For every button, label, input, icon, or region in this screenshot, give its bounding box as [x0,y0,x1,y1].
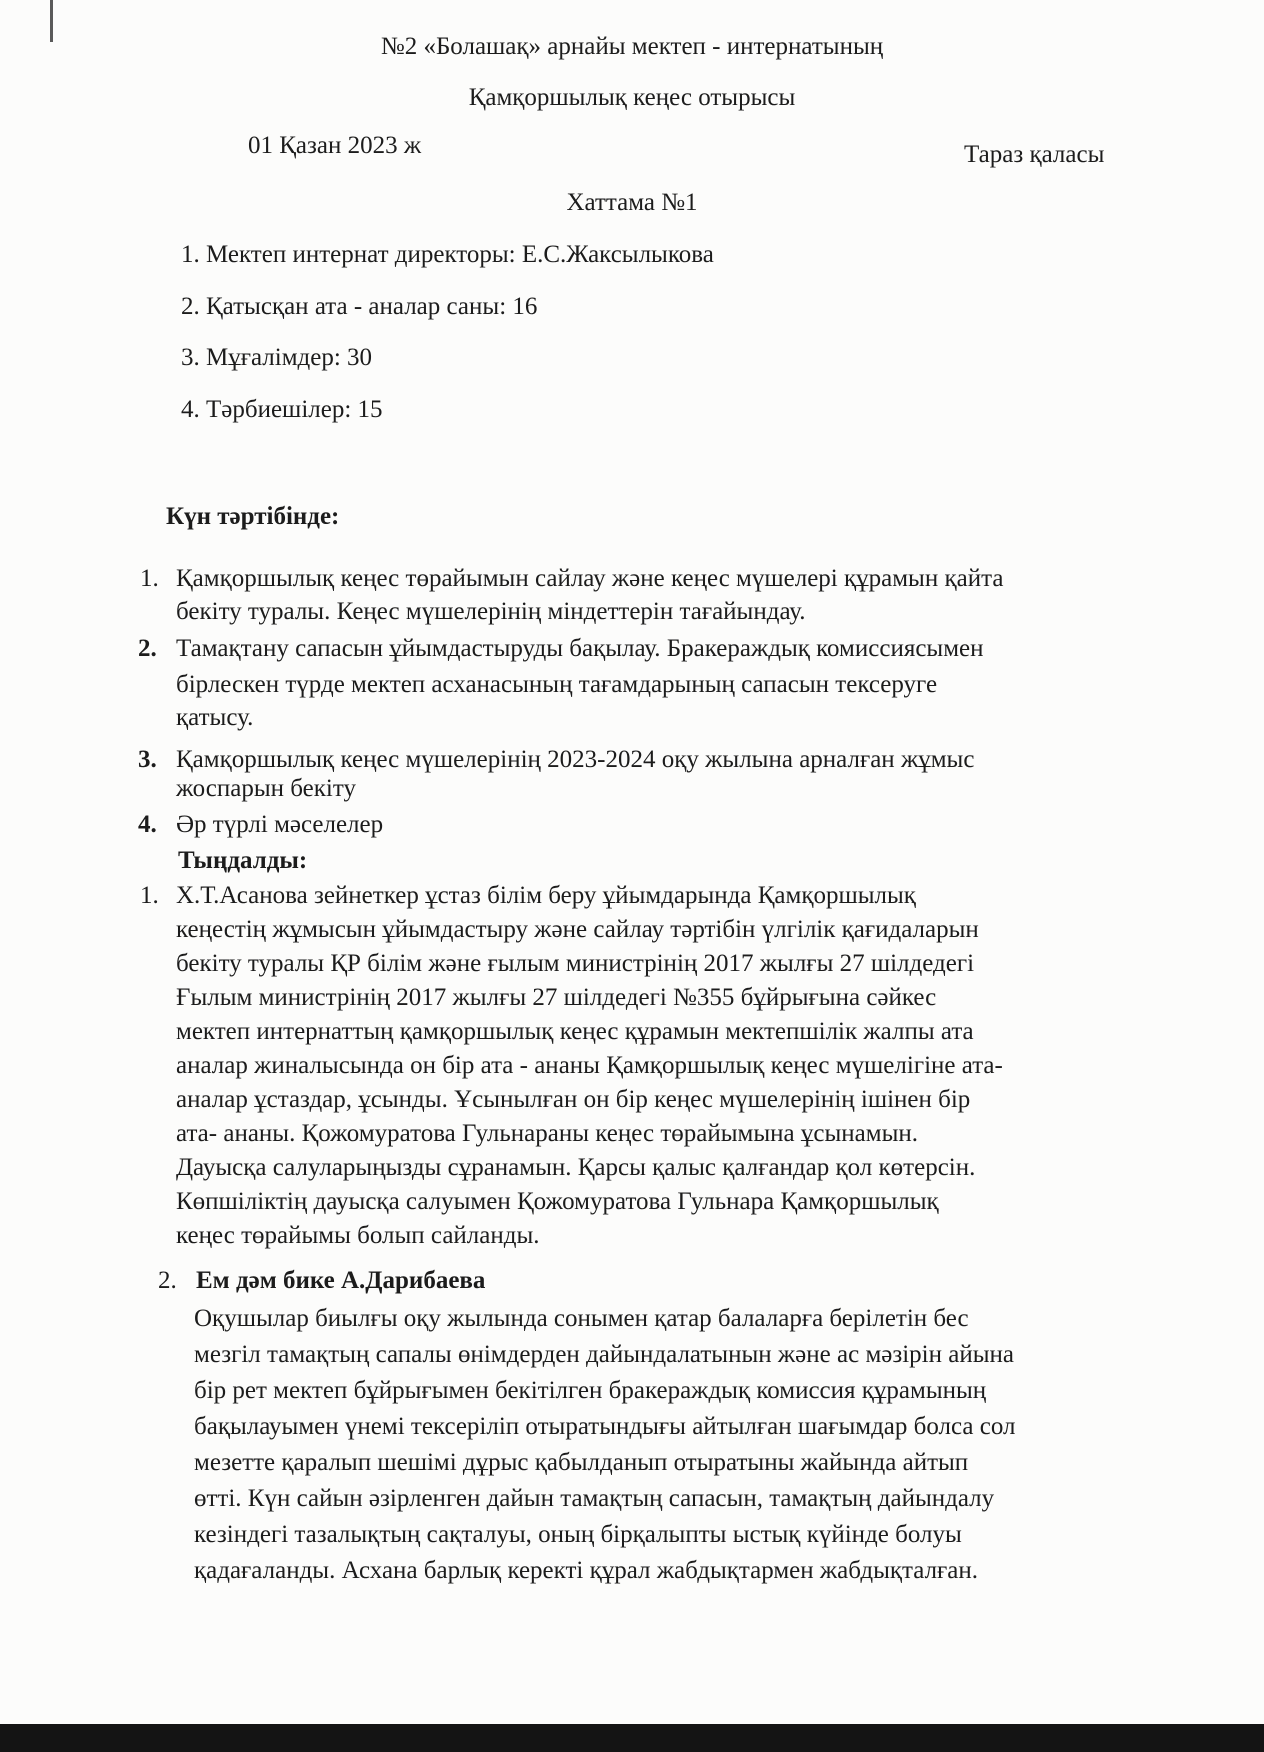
agenda-line: Қамқоршылық кеңес төрайымын сайлау және кеңес мүшелері құрамын қайта [176,565,1004,592]
meeting-city: Тараз қаласы [964,141,1105,168]
attendance-number: 3. [181,344,200,371]
attendance-item [181,240,714,270]
heard-line: мезгіл тамақтың сапалы өнімдерден дайындалатынын және ас мәзірін айына [194,1341,1015,1368]
protocol-title: Хаттама №1 [566,189,698,216]
attendance-item [181,395,383,425]
agenda-line: қатысу. [176,704,254,731]
heard-line: өтті. Күн сайын әзірленген дайын тамақтың сапасын, тамақтың дайындалу [194,1485,995,1512]
agenda-number: 4. [138,811,157,838]
heard-line: бекіту туралы ҚР білім және ғылым министрінің 2017 жылғы 27 шілдедегі [176,950,975,977]
attendance-text: Мектеп интернат директоры: Е.С.Жаксылыкова [206,241,714,268]
attendance-item [181,343,372,373]
meeting-date: 01 Қазан 2023 ж [248,132,422,159]
heard-number: 1. [140,882,159,909]
heard-line: қадағаланды. Асхана барлық керекті құрал жабдықтармен жабдықталған. [194,1557,979,1584]
council-title: Қамқоршылық кеңес отырысы [468,84,796,111]
agenda-line: Әр түрлі мәселелер [176,811,384,838]
agenda-line: жоспарын бекіту [176,775,356,802]
heard-line: бір рет мектеп бұйрығымен бекітілген бракераждық комиссия құрамының [194,1377,987,1404]
heard-line: аналар ұстаздар, ұсынды. Ұсынылған он бір кеңес мүшелерінің ішінен бір [176,1086,971,1113]
speaker-name: Ем дәм бике А.Дарибаева [196,1267,486,1294]
agenda-heading: Күн тәртібінде: [166,503,340,530]
heard-line: Көпшіліктің дауысқа салуымен Қожомуратова Гульнара Қамқоршылық [176,1188,939,1215]
heard-line: мезетте қаралып шешімі дұрыс қабылданып отыратыны жайында айтып [194,1449,969,1476]
attendance-number: 4. [181,396,200,423]
agenda-number: 2. [138,635,157,662]
heard-line: мектеп интернаттың қамқоршылық кеңес құрамын мектепшілік жалпы ата [176,1018,974,1045]
heard-line: кеңестің жұмысын ұйымдастыру және сайлау тәртібін үлгілік қағидаларын [176,916,979,943]
attendance-text: Қатысқан ата - аналар саны: 16 [206,293,538,320]
heard-line: кеңес төрайымы болып сайланды. [176,1222,540,1249]
school-title: №2 «Болашақ» арнайы мектеп - интернатының [380,33,884,60]
scan-bottom-border [0,1724,1264,1752]
attendance-text: Мұғалімдер: 30 [206,344,373,371]
attendance-item [181,292,537,322]
heard-number: 2. [158,1267,177,1294]
attendance-text: Тәрбиешілер: 15 [206,396,383,423]
agenda-line: бірлескен түрде мектеп асханасының тағамдарының сапасын тексеруге [176,671,938,698]
heard-line: Ғылым министрінің 2017 жылғы 27 шілдедегі №355 бұйрығына сәйкес [176,984,937,1011]
agenda-line: Қамқоршылық кеңес мүшелерінің 2023-2024 оқу жылына арналған жұмыс [176,746,975,773]
agenda-number: 3. [138,746,157,773]
heard-line: кезіндегі тазалықтың сақталуы, оның бірқалыпты ыстық күйінде болуы [194,1521,962,1548]
heard-line: бақылауымен үнемі тексеріліп отыратындығы айтылған шағымдар болса сол [194,1413,1016,1440]
attendance-number: 2. [181,293,200,320]
heard-line: Х.Т.Асанова зейнеткер ұстаз білім беру ұйымдарында Қамқоршылық [176,882,916,909]
attendance-number: 1. [181,241,200,268]
heard-line: Оқушылар биылғы оқу жылында сонымен қатар балаларға берілетін бес [194,1305,969,1332]
heard-line: аналар жиналысында он бір ата - ананы Қамқоршылық кеңес мүшелігіне ата- [176,1052,1003,1079]
agenda-line: Тамақтану сапасын ұйымдастыруды бақылау. Бракераждық комиссиясымен [176,635,984,662]
agenda-line: бекіту туралы. Кеңес мүшелерінің міндеттерін тағайындау. [176,598,806,625]
heard-line: Дауысқа салуларыңызды сұранамын. Қарсы қалыс қалғандар қол көтерсін. [176,1154,976,1181]
agenda-number: 1. [140,565,159,592]
heard-line: ата- ананы. Қожомуратова Гульнараны кеңес төрайымына ұсынамын. [176,1120,919,1147]
heard-heading: Тыңдалды: [178,847,308,874]
